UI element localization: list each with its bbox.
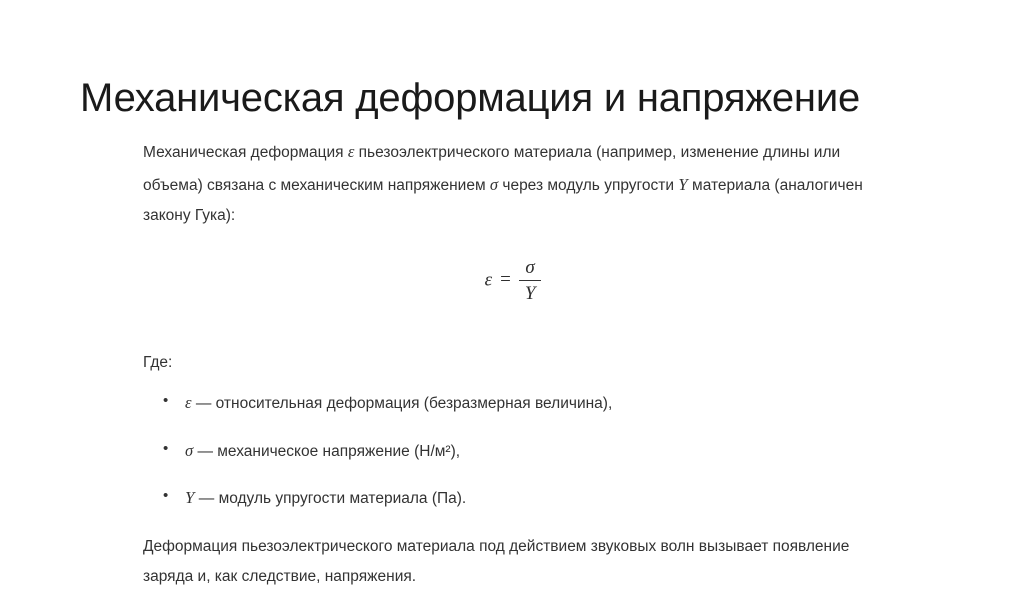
symbol-sigma-inline: σ (489, 175, 499, 195)
formula-lhs: ε (484, 269, 493, 291)
list-item (143, 482, 883, 514)
definition-text: — механическое напряжение (Н/м²), (193, 442, 461, 460)
intro-text-part1: Механическая деформация (143, 144, 348, 161)
intro-text-part3: через модуль упругости (498, 177, 679, 195)
list-item (143, 435, 883, 466)
formula-equals: = (500, 269, 511, 291)
bullet-icon: • (163, 486, 169, 504)
formula-denominator: Y (524, 282, 536, 304)
intro-text-part4: материала (аналогичен закону Гука): (143, 177, 863, 225)
formula-fraction (519, 258, 542, 303)
page-title: Механическая деформация и напряжение (80, 75, 861, 120)
definition-text: — относительная деформация (безразмерная величина), (191, 395, 613, 413)
formula-block (143, 258, 883, 318)
definition-symbol-epsilon: ε (185, 393, 192, 413)
closing-paragraph: Деформация пьезоэлектрического материала под действием звуковых волн вызывает появление заряда и, как следствие, напряжения. (143, 538, 850, 586)
definition-symbol-sigma: σ (185, 440, 194, 460)
definition-text: — модуль упругости материала (Па). (194, 489, 467, 507)
intro-text-part2: пьезоэлектрического материала (например, изменение длины или объема) связана с механическим напряжением (143, 144, 841, 195)
document-body (143, 136, 883, 608)
intro-paragraph (143, 136, 883, 232)
symbol-y-inline: Y (678, 175, 688, 195)
where-label: Где: (143, 353, 173, 371)
definition-symbol-y: Y (185, 487, 195, 507)
formula-numerator: σ (519, 258, 542, 281)
definitions-list (143, 387, 883, 514)
list-item (143, 387, 883, 418)
bullet-icon: • (163, 439, 169, 457)
bullet-icon: • (163, 392, 169, 410)
symbol-epsilon-inline: ε (347, 142, 355, 161)
